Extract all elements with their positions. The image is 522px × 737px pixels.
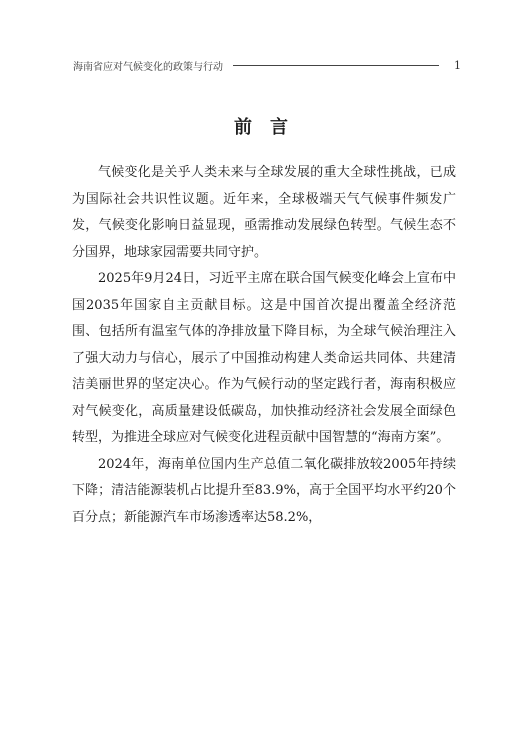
paragraph-2: 2025年9月24日，习近平主席在联合国气候变化峰会上宣布中国2035年国家自主贡献目标。这是中国首次提出覆盖全经济范围、包括所有温室气体的净排放量下降目标，为全球气候治理注入了强大动力与信心，展示了中国推动构建人类命运共同体、共建清洁美丽世界的坚定决心。作为气候行动的坚定践行者，海南积极应对气候变化，高质量建设低碳岛，加快推动经济社会发展全面绿色转型，为推进全球应对气候变化进程贡献中国智慧的“海南方案”。 [72, 271, 456, 445]
paragraph-1: 气候变化是关乎人类未来与全球发展的重大全球性挑战，已成为国际社会共识性议题。近年来，全球极端天气气候事件频发广发，气候变化影响日益显现，亟需推动发展绿色转型。气候生态不分国界，地球家园需要共同守护。 [72, 165, 456, 260]
paragraph-3: 2024年，海南单位国内生产总值二氧化碳排放较2005年持续下降；清洁能源装机占比提升至83.9%，高于全国平均水平约20个百分点；新能源汽车市场渗透率达58.2%， [72, 456, 456, 525]
body-text [72, 160, 456, 531]
section-heading: 前言 [234, 117, 306, 138]
header-rule [233, 65, 439, 66]
header-title: 海南省应对气候变化的政策与行动 [73, 61, 223, 73]
page-number: 1 [454, 58, 461, 72]
running-header [73, 57, 461, 73]
